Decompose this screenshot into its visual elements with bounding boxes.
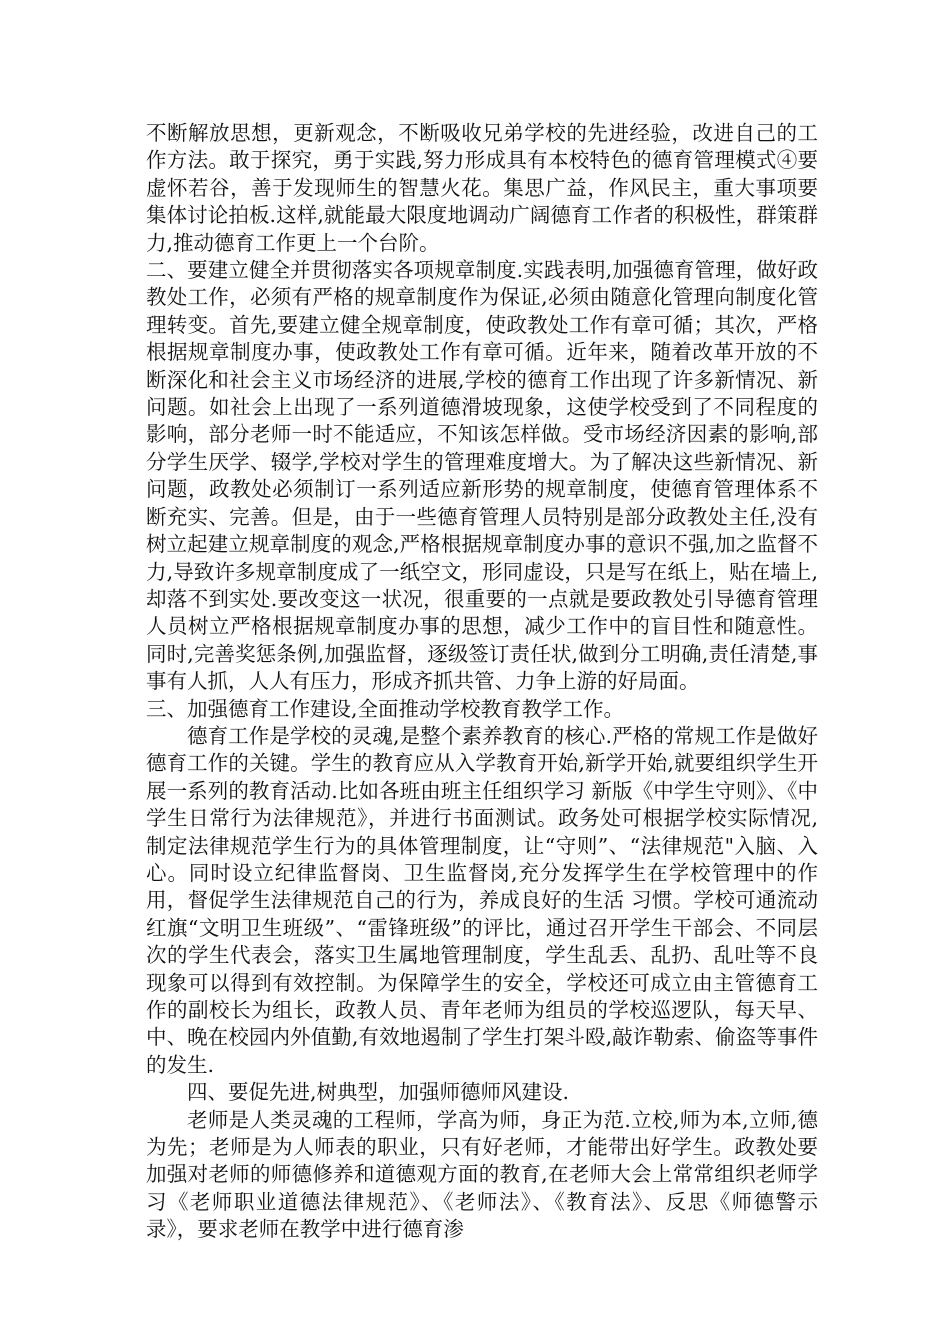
paragraph-1: 不断解放思想，更新观念，不断吸收兄弟学校的先进经验，改进自己的工作方法。敢于探究，勇于实践,努力形成具有本校特色的德育管理模式④要虚怀若谷，善于发现师生的智慧火花。集思广益，作风民主，重大事项要集体讨论拍板.这样,就能最大限度地调动广阔德育工作者的积极性，群策群力,推动德育工作更上一个台阶。 (146, 121, 818, 255)
paragraph-3: 三、加强德育工作建设,全面推动学校教育教学工作。 (146, 696, 625, 721)
paragraph-5: 四、要促先进,树典型，加强师德师风建设. (187, 1080, 570, 1105)
paragraph-2: 二、要建立健全并贯彻落实各项规章制度.实践表明,加强德育管理，做好政教处工作，必须有严格的规章制度作为保证,必须由随意化管理向制度化管理转变。首先,要建立健全规章制度，使政教处工作有章可循；其次，严格根据规章制度办事，使政教处工作有章可循。近年来，随着改革开放的不断深化和社会主义市场经济的进展,学校的德育工作出现了许多新情况、新问题。如社会上出现了一系列道德滑坡现象，这使学校受到了不同程度的影响，部分老师一时不能适应，不知该怎样做。受市场经济因素的影响,部分学生厌学、辍学,学校对学生的管理难度增大。为了解决这些新情况、新问题，政教处必须制订一系列适应新形势的规章制度，使德育管理体系不断充实、完善。但是，由于一些德育管理人员特别是部分政教处主任,没有树立起建立规章制度的观念,严格根据规章制度办事的意识不强,加之监督不力,导致许多规章制度成了一纸空文，形同虚设，只是写在纸上，贴在墙上,却落不到实处.要改变这一状况，很重要的一点就是要政教处引导德育管理人员树立严格根据规章制度办事的思想，减少工作中的盲目性和随意性。同时,完善奖惩条例,加强监督，逐级签订责任状,做到分工明确,责任清楚,事事有人抓，人人有压力，形成齐抓共管、力争上游的好局面。 (146, 258, 818, 694)
document-page (146, 120, 818, 1244)
paragraph-6: 老师是人类灵魂的工程师，学高为师，身正为范.立校,师为本,立师,德为先；老师是为人师表的职业，只有好老师，才能带出好学生。政教处要加强对老师的师德修养和道德观方面的教育,在老师大会上常常组织老师学习《老师职业道德法律规范》、《老师法》、《教育法》、反思《师德警示录》，要求老师在教学中进行德育渗 (146, 1107, 818, 1242)
paragraph-4: 德育工作是学校的灵魂,是整个素养教育的核心.严格的常规工作是做好德育工作的关键。学生的教育应从入学教育开始,新学开始,就要组织学生开展一系列的教育活动.比如各班由班主任组织学习 新版《中学生守则》、《中学生日常行为法律规范》，并进行书面测试。政务处可根据学校实际情况,制定法律规范学生行为的具体管理制度，让“守则”、“法律规范"入脑、入心。同时设立纪律监督岗、卫生监督岗,充分发挥学生在学校管理中的作用，督促学生法律规范自己的行为，养成良好的生活 习惯。学校可通流动红旗“文明卫生班级”、“雷锋班级”的评比，通过召开学生干部会、不同层次的学生代表会，落实卫生属地管理制度，学生乱丢、乱扔、乱吐等不良现象可以得到有效控制。为保障学生的安全，学校还可成立由主管德育工作的副校长为组长，政教人员、青年老师为组员的学校巡逻队，每天早、中、晚在校园内外值勤,有效地遏制了学生打架斗殴,敲诈勒索、偷盗等事件的发生. (146, 723, 818, 1077)
